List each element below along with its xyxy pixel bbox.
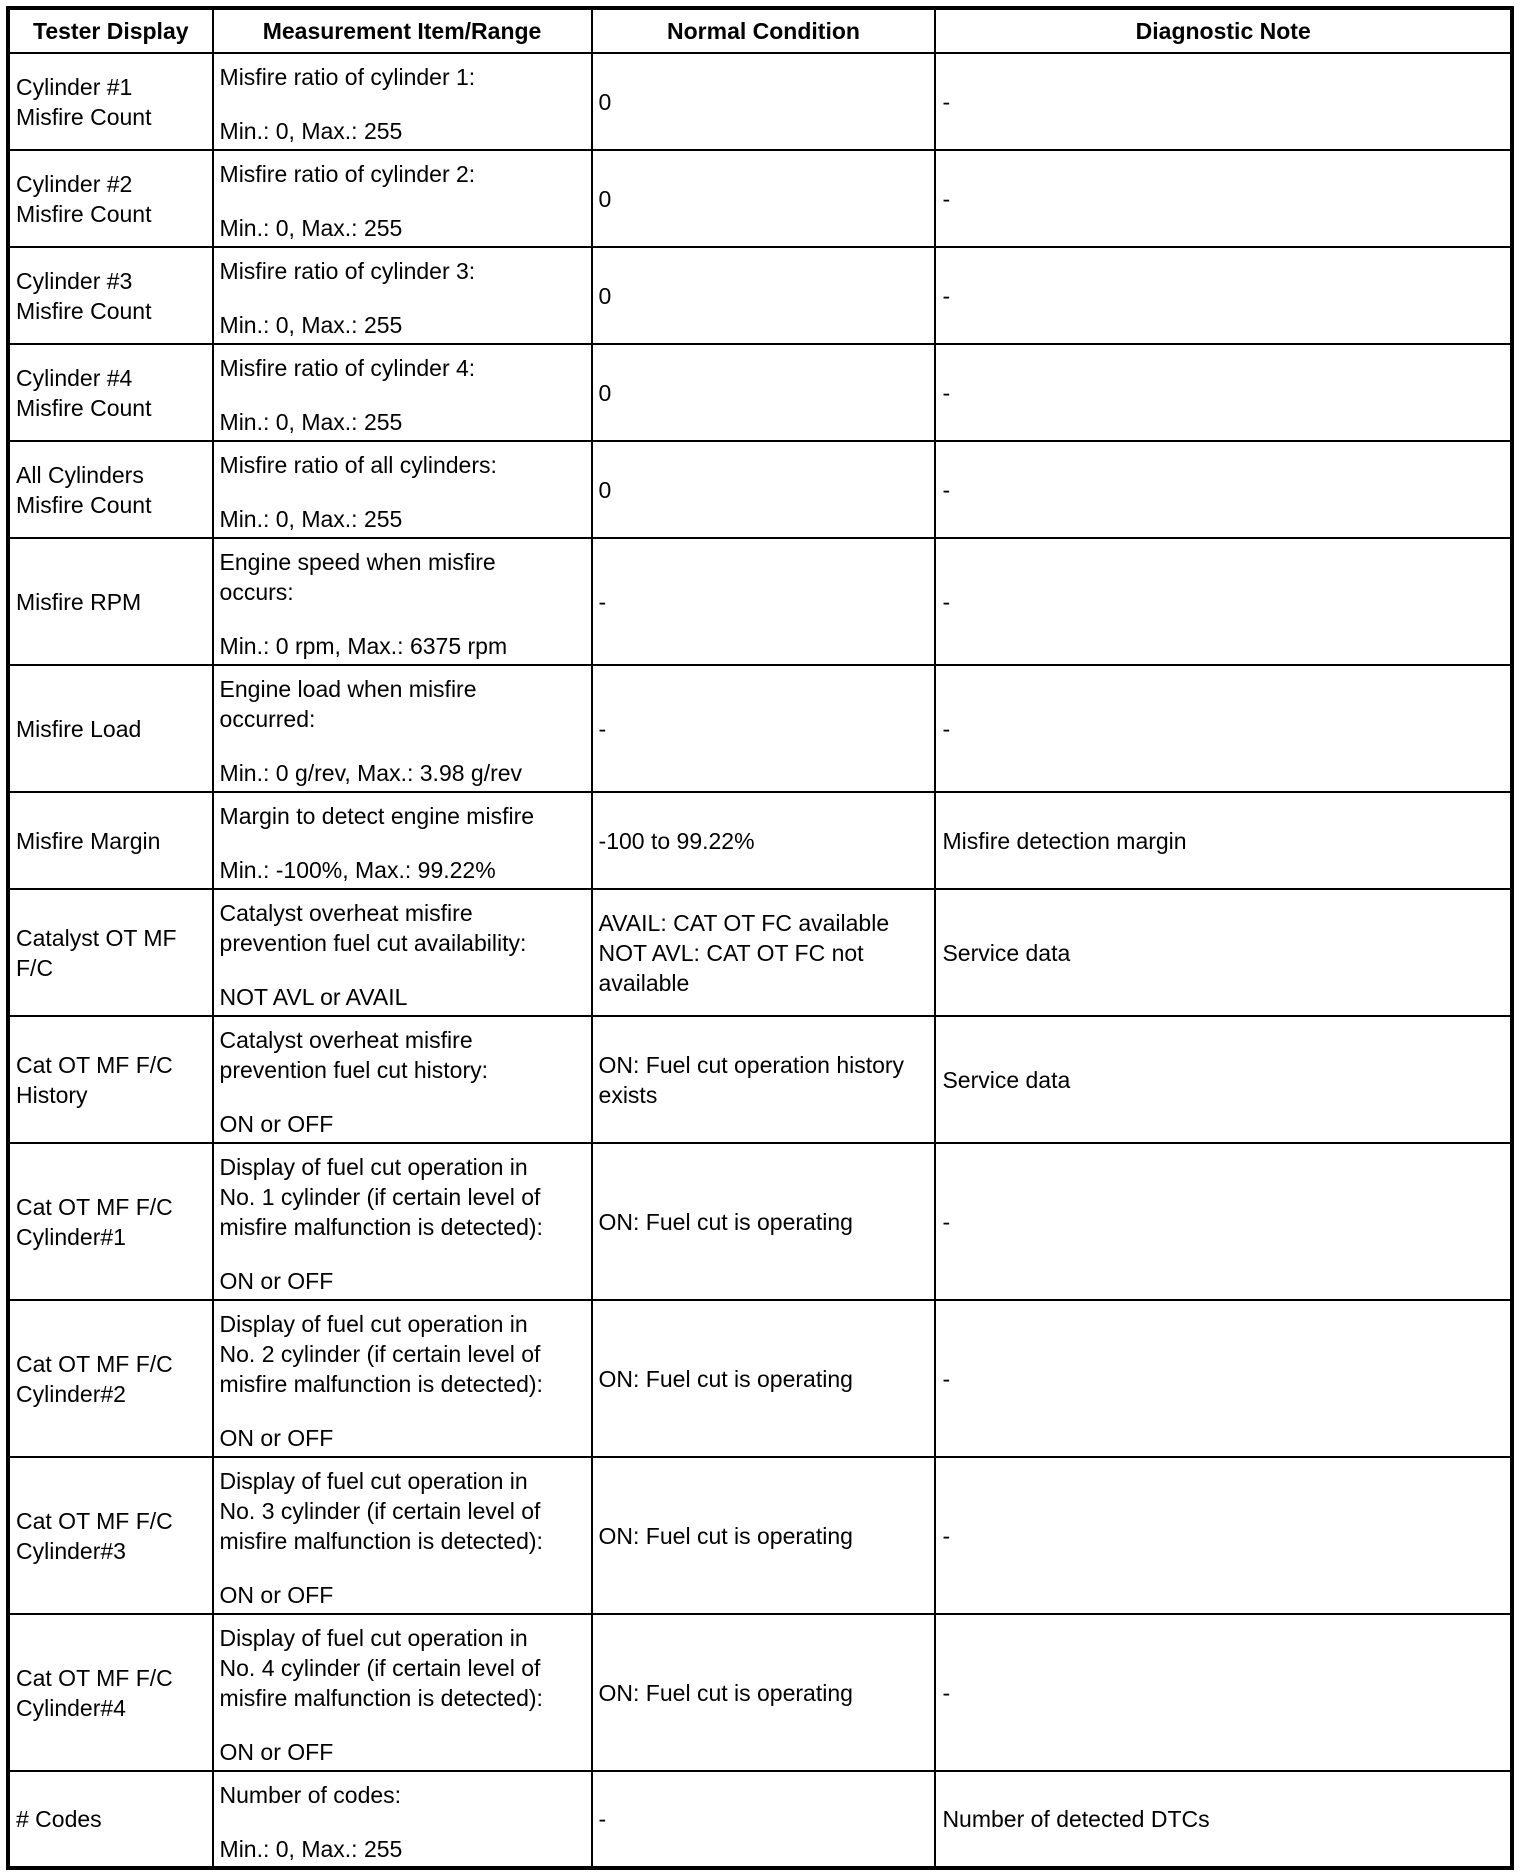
measurement-description: Margin to detect engine misfire: [219, 803, 535, 829]
diagnostic-note-text: -: [942, 1365, 951, 1392]
tester-display-text: Misfire Margin: [16, 827, 161, 854]
cell-normal-condition: [592, 247, 936, 344]
cell-diagnostic-note: [935, 1771, 1512, 1868]
table-row: [8, 247, 1512, 344]
diagnostic-note-text: -: [942, 715, 951, 742]
cell-normal-condition: [592, 889, 936, 1016]
diagnostic-note-text: Service data: [942, 939, 1071, 966]
measurement-description: Catalyst overheat misfire prevention fuel cut history:: [219, 1027, 489, 1083]
cell-tester-display: [8, 538, 213, 665]
diagnostic-note-text: -: [942, 1679, 951, 1706]
cell-normal-condition: [592, 538, 936, 665]
cell-diagnostic-note: [935, 150, 1512, 247]
measurement-range: Min.: 0 g/rev, Max.: 3.98 g/rev: [219, 760, 523, 786]
diagnostic-note-text: -: [942, 282, 951, 309]
cell-tester-display: [8, 1300, 213, 1457]
cell-diagnostic-note: [935, 247, 1512, 344]
tester-display-text: Cat OT MF F/C History: [16, 1051, 173, 1108]
measurement-description: Display of fuel cut operation in No. 1 cylinder (if certain level of misfire malfunction is detected):: [219, 1154, 543, 1240]
spacer: [220, 92, 585, 116]
cell-tester-display: [8, 344, 213, 441]
cell-tester-display: [8, 792, 213, 889]
tester-display-text: Cylinder #4 Misfire Count: [16, 364, 152, 421]
cell-measurement-item: [213, 889, 592, 1016]
spacer: [220, 286, 585, 310]
header-tester-display: Tester Display: [8, 8, 213, 53]
table-row: [8, 1300, 1512, 1457]
spacer: [220, 1810, 585, 1834]
spacer: [220, 1242, 585, 1266]
spacer: [220, 734, 585, 758]
normal-condition-text: 0: [598, 476, 612, 503]
cell-normal-condition: [592, 1771, 936, 1868]
cell-tester-display: [8, 889, 213, 1016]
normal-condition-text: -: [598, 588, 607, 615]
table-row: [8, 1016, 1512, 1143]
measurement-range: NOT AVL or AVAIL: [219, 984, 408, 1010]
cell-tester-display: [8, 1143, 213, 1300]
measurement-description: Display of fuel cut operation in No. 4 cylinder (if certain level of misfire malfunction is detected):: [219, 1625, 543, 1711]
measurement-description: Misfire ratio of cylinder 2:: [219, 161, 476, 187]
spacer: [220, 1556, 585, 1580]
tester-display-text: Cylinder #3 Misfire Count: [16, 267, 152, 324]
diagnostic-note-text: -: [942, 88, 951, 115]
cell-measurement-item: [213, 344, 592, 441]
tester-display-text: Cylinder #2 Misfire Count: [16, 170, 152, 227]
cell-tester-display: [8, 1614, 213, 1771]
normal-condition-text: 0: [598, 379, 612, 406]
cell-diagnostic-note: [935, 441, 1512, 538]
cell-tester-display: [8, 53, 213, 150]
measurement-description: Display of fuel cut operation in No. 3 cylinder (if certain level of misfire malfunction is detected):: [219, 1468, 543, 1554]
cell-diagnostic-note: [935, 1614, 1512, 1771]
header-measurement-item: Measurement Item/Range: [213, 8, 592, 53]
cell-normal-condition: [592, 1300, 936, 1457]
cell-measurement-item: [213, 1300, 592, 1457]
table-row: [8, 1771, 1512, 1868]
normal-condition-text: -: [598, 1806, 607, 1832]
table-row: [8, 344, 1512, 441]
data-list-table: [6, 6, 1514, 1870]
spacer: [220, 958, 585, 982]
normal-condition-text: ON: Fuel cut is operating: [598, 1522, 853, 1549]
tester-display-text: Cat OT MF F/C Cylinder#4: [16, 1664, 173, 1721]
diagnostic-note-text: Service data: [942, 1066, 1071, 1093]
cell-measurement-item: [213, 1614, 592, 1771]
measurement-range: ON or OFF: [219, 1111, 334, 1137]
normal-condition-text: AVAIL: CAT OT FC available NOT AVL: CAT OT FC not available: [598, 909, 890, 996]
cell-tester-display: [8, 665, 213, 792]
table-row: [8, 53, 1512, 150]
measurement-description: Engine speed when misfire occurs:: [219, 549, 496, 605]
tester-display-text: Cat OT MF F/C Cylinder#1: [16, 1193, 173, 1250]
normal-condition-text: 0: [598, 185, 612, 212]
cell-measurement-item: [213, 1016, 592, 1143]
diagnostic-note-text: -: [942, 185, 951, 212]
measurement-description: Display of fuel cut operation in No. 2 cylinder (if certain level of misfire malfunction is detected):: [219, 1311, 543, 1397]
diagnostic-note-text: -: [942, 476, 951, 503]
cell-tester-display: [8, 1457, 213, 1614]
cell-tester-display: [8, 150, 213, 247]
measurement-range: Min.: 0, Max.: 255: [219, 506, 403, 532]
diagnostic-note-text: Number of detected DTCs: [942, 1806, 1210, 1832]
normal-condition-text: 0: [598, 88, 612, 115]
measurement-description: Engine load when misfire occurred:: [219, 676, 477, 732]
cell-diagnostic-note: [935, 344, 1512, 441]
normal-condition-text: ON: Fuel cut is operating: [598, 1679, 853, 1706]
measurement-range: Min.: -100%, Max.: 99.22%: [219, 857, 496, 883]
measurement-description: Catalyst overheat misfire prevention fuel cut availability:: [219, 900, 527, 956]
normal-condition-text: ON: Fuel cut is operating: [598, 1208, 853, 1235]
measurement-range: ON or OFF: [219, 1268, 334, 1294]
cell-measurement-item: [213, 1771, 592, 1868]
cell-diagnostic-note: [935, 1143, 1512, 1300]
diagnostic-note-text: -: [942, 1522, 951, 1549]
measurement-range: ON or OFF: [219, 1582, 334, 1608]
spacer: [220, 1085, 585, 1109]
measurement-range: Min.: 0, Max.: 255: [219, 215, 403, 241]
normal-condition-text: 0: [598, 282, 612, 309]
measurement-range: ON or OFF: [219, 1739, 334, 1765]
measurement-range: ON or OFF: [219, 1425, 334, 1451]
cell-diagnostic-note: [935, 1457, 1512, 1614]
cell-measurement-item: [213, 441, 592, 538]
table-row: [8, 1614, 1512, 1771]
measurement-description: Misfire ratio of all cylinders:: [219, 452, 497, 478]
cell-measurement-item: [213, 247, 592, 344]
spacer: [220, 383, 585, 407]
cell-normal-condition: [592, 1016, 936, 1143]
diagnostic-note-text: -: [942, 379, 951, 406]
cell-measurement-item: [213, 1143, 592, 1300]
tester-display-text: Cylinder #1 Misfire Count: [16, 73, 152, 130]
cell-measurement-item: [213, 792, 592, 889]
measurement-range: Min.: 0, Max.: 255: [219, 409, 403, 435]
cell-measurement-item: [213, 538, 592, 665]
tester-display-text: Misfire RPM: [16, 588, 142, 615]
normal-condition-text: -: [598, 715, 607, 742]
spacer: [220, 1713, 585, 1737]
cell-normal-condition: [592, 1143, 936, 1300]
spacer: [220, 189, 585, 213]
cell-normal-condition: [592, 344, 936, 441]
cell-tester-display: [8, 441, 213, 538]
cell-normal-condition: [592, 150, 936, 247]
normal-condition-text: ON: Fuel cut is operating: [598, 1365, 853, 1392]
cell-diagnostic-note: [935, 1016, 1512, 1143]
cell-measurement-item: [213, 665, 592, 792]
cell-normal-condition: [592, 53, 936, 150]
cell-diagnostic-note: [935, 1300, 1512, 1457]
measurement-description: Misfire ratio of cylinder 3:: [219, 258, 476, 284]
spacer: [220, 480, 585, 504]
cell-diagnostic-note: [935, 792, 1512, 889]
table-header-row: [8, 8, 1512, 53]
cell-tester-display: [8, 1016, 213, 1143]
tester-display-text: Misfire Load: [16, 715, 142, 742]
table-row: [8, 665, 1512, 792]
diagnostic-note-text: -: [942, 1208, 951, 1235]
header-normal-condition: Normal Condition: [592, 8, 936, 53]
cell-normal-condition: [592, 1614, 936, 1771]
cell-normal-condition: [592, 1457, 936, 1614]
measurement-range: Min.: 0, Max.: 255: [219, 312, 403, 338]
cell-diagnostic-note: [935, 665, 1512, 792]
tester-display-text: # Codes: [16, 1806, 102, 1832]
diagnostic-note-text: -: [942, 588, 951, 615]
cell-normal-condition: [592, 441, 936, 538]
cell-tester-display: [8, 247, 213, 344]
measurement-description: Number of codes:: [219, 1782, 402, 1808]
header-diagnostic-note: Diagnostic Note: [935, 8, 1512, 53]
table-row: [8, 889, 1512, 1016]
measurement-range: Min.: 0 rpm, Max.: 6375 rpm: [219, 633, 508, 659]
diagnostic-note-text: Misfire detection margin: [942, 827, 1187, 854]
cell-tester-display: [8, 1771, 213, 1868]
table-body: [8, 53, 1512, 1868]
cell-normal-condition: [592, 665, 936, 792]
spacer: [220, 1399, 585, 1423]
cell-measurement-item: [213, 1457, 592, 1614]
table-row: [8, 792, 1512, 889]
tester-display-text: Cat OT MF F/C Cylinder#3: [16, 1507, 173, 1564]
table-row: [8, 150, 1512, 247]
cell-diagnostic-note: [935, 53, 1512, 150]
table-row: [8, 441, 1512, 538]
normal-condition-text: -100 to 99.22%: [598, 827, 755, 854]
table-row: [8, 1143, 1512, 1300]
measurement-description: Misfire ratio of cylinder 4:: [219, 355, 476, 381]
cell-measurement-item: [213, 53, 592, 150]
measurement-description: Misfire ratio of cylinder 1:: [219, 64, 476, 90]
normal-condition-text: ON: Fuel cut operation history exists: [598, 1051, 905, 1108]
cell-normal-condition: [592, 792, 936, 889]
document-page: [6, 6, 1514, 1870]
table-row: [8, 538, 1512, 665]
measurement-range: Min.: 0, Max.: 255: [219, 118, 403, 144]
tester-display-text: All Cylinders Misfire Count: [16, 461, 152, 518]
table-row: [8, 1457, 1512, 1614]
spacer: [220, 831, 585, 855]
tester-display-text: Catalyst OT MF F/C: [16, 924, 177, 981]
cell-diagnostic-note: [935, 889, 1512, 1016]
cell-measurement-item: [213, 150, 592, 247]
cell-diagnostic-note: [935, 538, 1512, 665]
tester-display-text: Cat OT MF F/C Cylinder#2: [16, 1350, 173, 1407]
spacer: [220, 607, 585, 631]
measurement-range: Min.: 0, Max.: 255: [219, 1836, 403, 1862]
